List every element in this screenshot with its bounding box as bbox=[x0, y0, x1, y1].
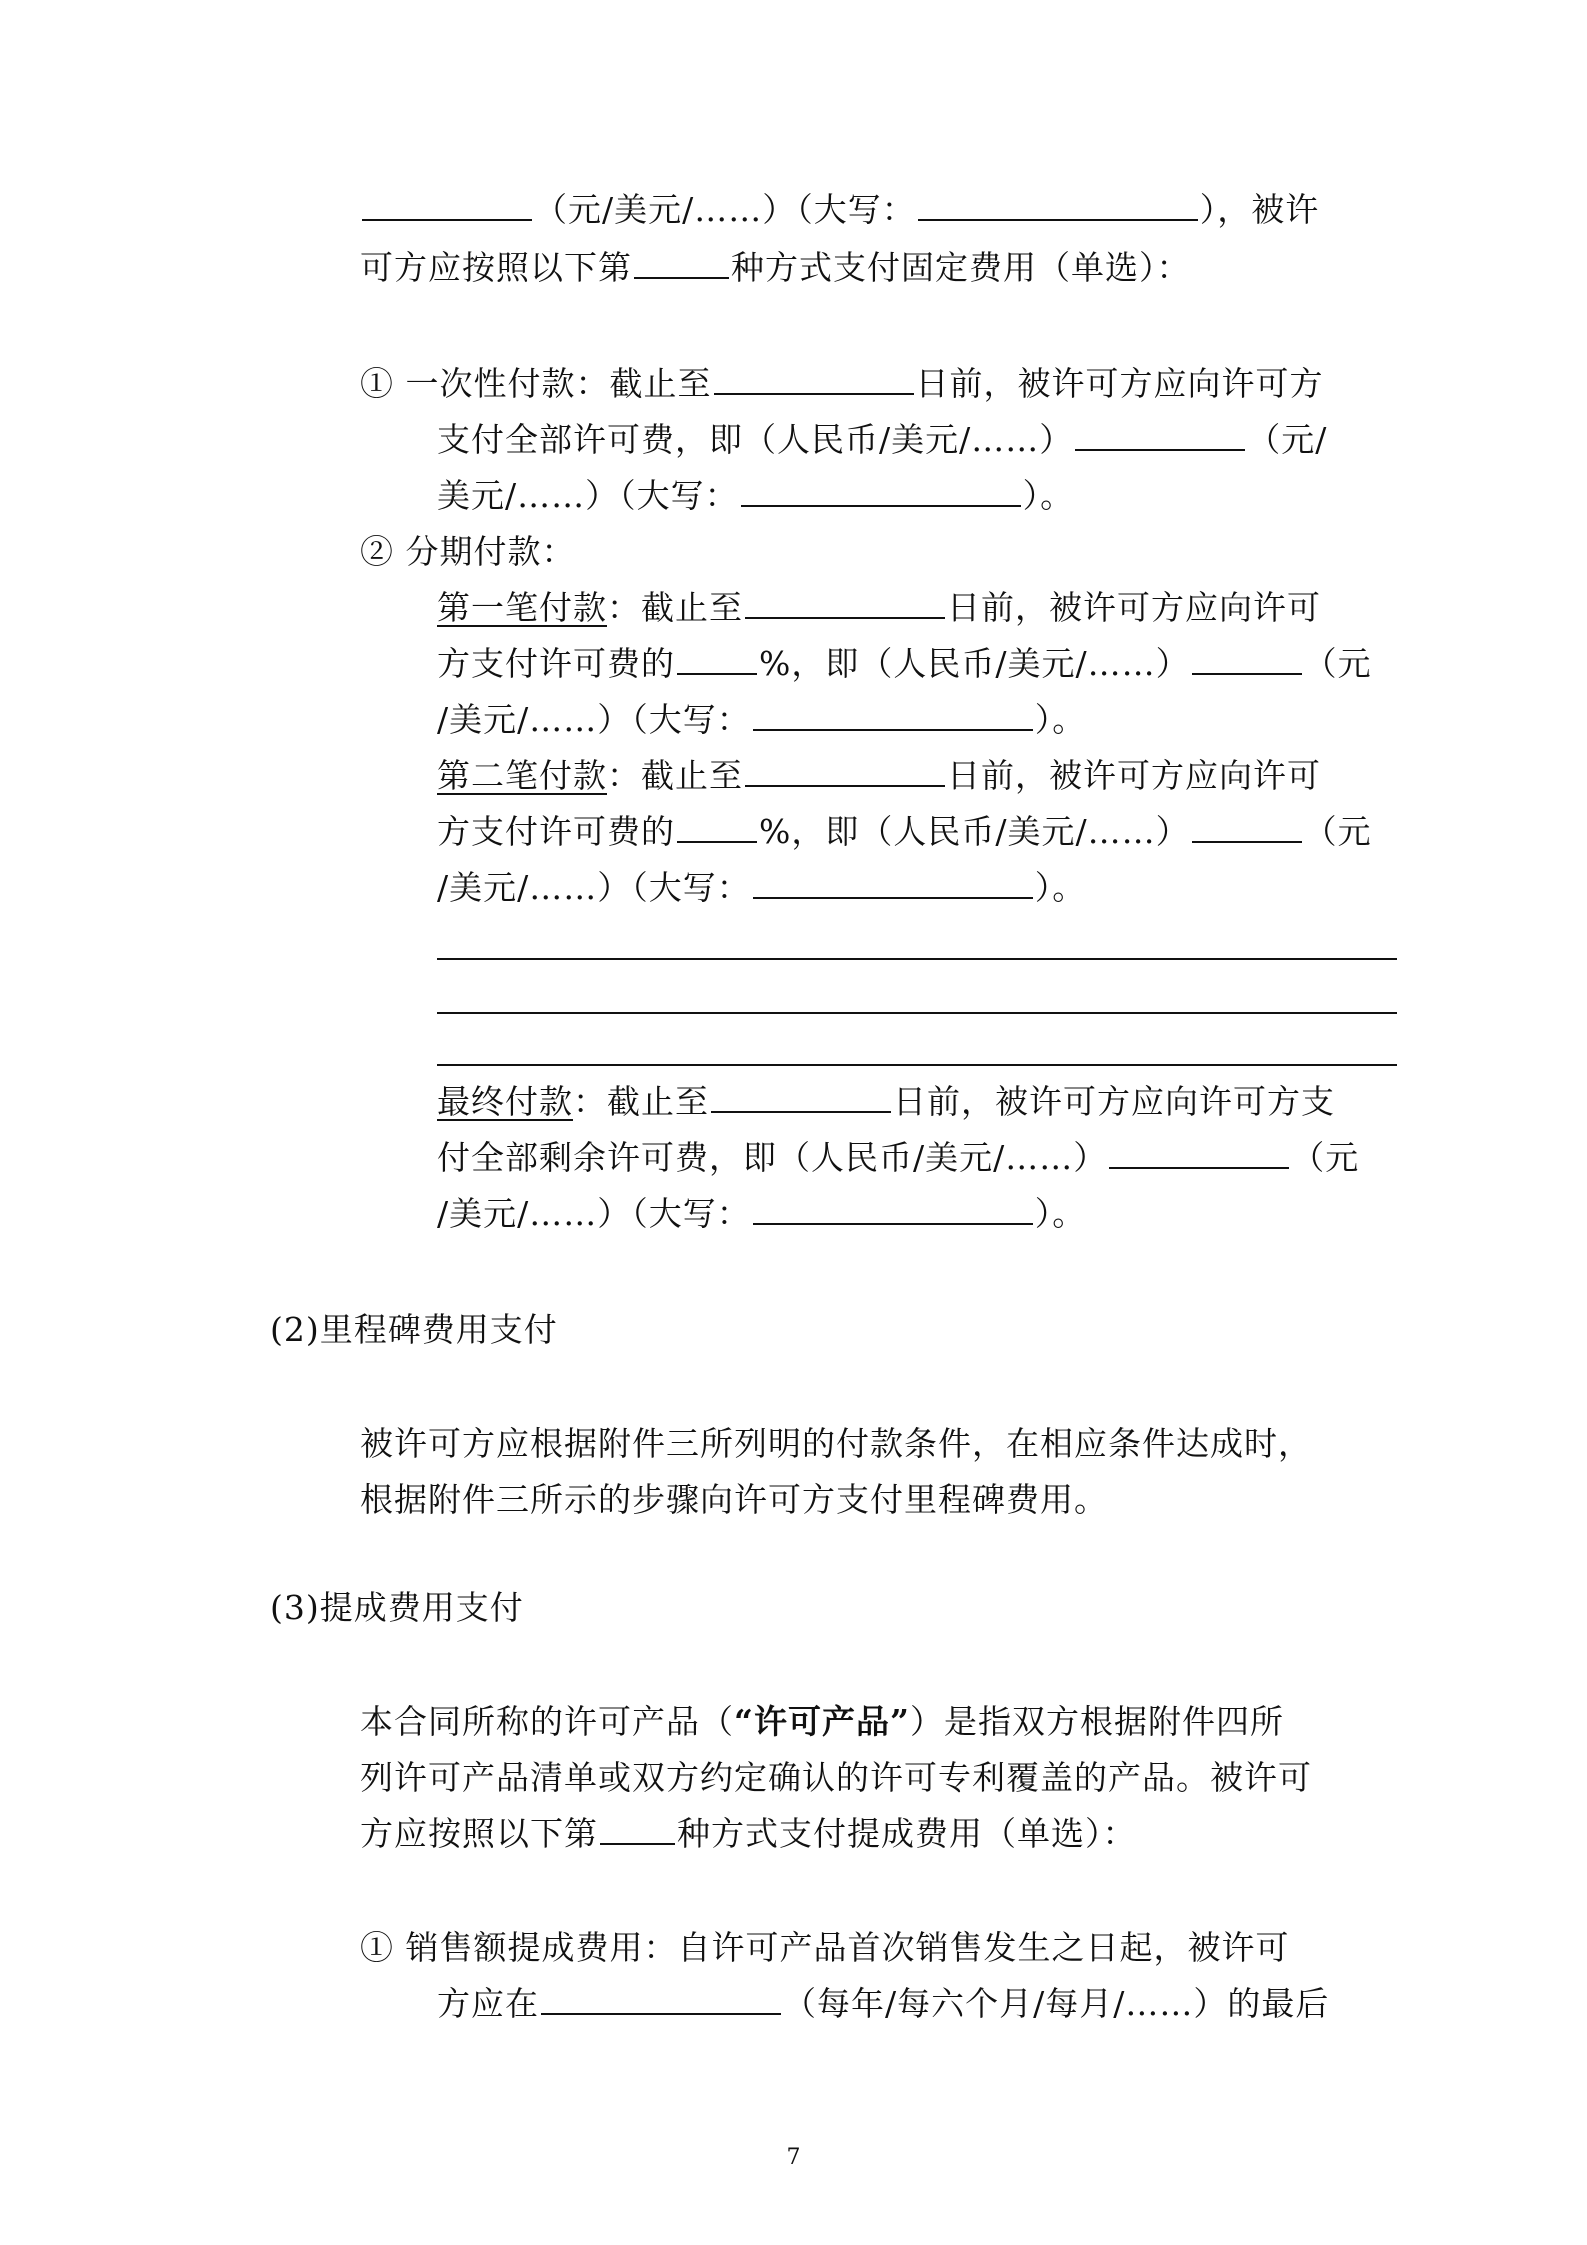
blank-field[interactable] bbox=[741, 475, 1021, 507]
line-final-payment-3: /美元/……）（大写： ）。 bbox=[437, 1194, 1087, 1233]
blank-rule-line[interactable] bbox=[437, 958, 1397, 960]
line-lump-sum: ① 一次性付款：截止至 日前，被许可方应向许可方 bbox=[360, 364, 1324, 403]
blank-field[interactable] bbox=[677, 811, 757, 843]
blank-field[interactable] bbox=[753, 1193, 1033, 1225]
line-second-payment-3: /美元/……）（大写： ）。 bbox=[437, 868, 1087, 907]
blank-field[interactable] bbox=[753, 867, 1033, 899]
blank-field[interactable] bbox=[753, 699, 1033, 731]
blank-field[interactable] bbox=[362, 189, 532, 221]
section-heading-milestone: (2)里程碑费用支付 bbox=[270, 1310, 558, 1349]
para-royalty-2: 列许可产品清单或双方约定确认的许可专利覆盖的产品。被许可 bbox=[360, 1758, 1312, 1797]
line-second-payment: 第二笔付款：截止至 日前，被许可方应向许可 bbox=[437, 756, 1321, 795]
blank-field[interactable] bbox=[541, 1983, 781, 2015]
line-sales-royalty-2: 方应在 （每年/每六个月/每月/……）的最后 bbox=[437, 1984, 1330, 2023]
para-royalty-3: 方应按照以下第 种方式支付提成费用（单选）： bbox=[360, 1814, 1137, 1853]
para-royalty-1: 本合同所称的许可产品（“许可产品”）是指双方根据附件四所 bbox=[360, 1702, 1284, 1741]
blank-field[interactable] bbox=[745, 755, 945, 787]
second-payment-label: 第二笔付款 bbox=[437, 756, 607, 795]
line-installments: ② 分期付款： bbox=[360, 532, 576, 571]
blank-field[interactable] bbox=[918, 189, 1198, 221]
blank-rule-line[interactable] bbox=[437, 1064, 1397, 1066]
line-first-payment-3: /美元/……）（大写： ）。 bbox=[437, 700, 1087, 739]
section-heading-royalty: (3)提成费用支付 bbox=[270, 1588, 524, 1627]
line-final-payment-2: 付全部剩余许可费，即（人民币/美元/……） （元 bbox=[437, 1138, 1360, 1177]
line-method-select: 可方应按照以下第 种方式支付固定费用（单选）： bbox=[360, 248, 1191, 287]
line-first-payment: 第一笔付款：截止至 日前，被许可方应向许可 bbox=[437, 588, 1321, 627]
line-final-payment: 最终付款：截止至 日前，被许可方应向许可方支 bbox=[437, 1082, 1335, 1121]
blank-field[interactable] bbox=[677, 643, 757, 675]
blank-field[interactable] bbox=[1075, 419, 1245, 451]
line-first-payment-2: 方支付许可费的 %，即（人民币/美元/……） （元 bbox=[437, 644, 1372, 683]
line-second-payment-2: 方支付许可费的 %，即（人民币/美元/……） （元 bbox=[437, 812, 1372, 851]
blank-field[interactable] bbox=[634, 247, 729, 279]
line-sales-royalty: ① 销售额提成费用：自许可产品首次销售发生之日起，被许可 bbox=[360, 1928, 1290, 1967]
blank-rule-line[interactable] bbox=[437, 1012, 1397, 1014]
line-lump-sum-2: 支付全部许可费，即（人民币/美元/……） （元/ bbox=[437, 420, 1328, 459]
blank-field[interactable] bbox=[745, 587, 945, 619]
blank-field[interactable] bbox=[600, 1813, 675, 1845]
final-payment-label: 最终付款 bbox=[437, 1082, 573, 1121]
first-payment-label: 第一笔付款 bbox=[437, 588, 607, 627]
para-milestone-2: 根据附件三所示的步骤向许可方支付里程碑费用。 bbox=[360, 1480, 1108, 1519]
line-currency-1: （元/美元/……）（大写： ），被许 bbox=[360, 188, 1319, 232]
blank-field[interactable] bbox=[714, 363, 914, 395]
blank-field[interactable] bbox=[1109, 1137, 1289, 1169]
page-number: 7 bbox=[786, 2145, 801, 2170]
para-milestone-1: 被许可方应根据附件三所列明的付款条件，在相应条件达成时， bbox=[360, 1424, 1312, 1463]
blank-field[interactable] bbox=[1192, 811, 1302, 843]
blank-field[interactable] bbox=[711, 1081, 891, 1113]
line-lump-sum-3: 美元/……）（大写： ）。 bbox=[437, 476, 1075, 515]
defined-term: “许可产品” bbox=[734, 1702, 910, 1741]
blank-field[interactable] bbox=[1192, 643, 1302, 675]
